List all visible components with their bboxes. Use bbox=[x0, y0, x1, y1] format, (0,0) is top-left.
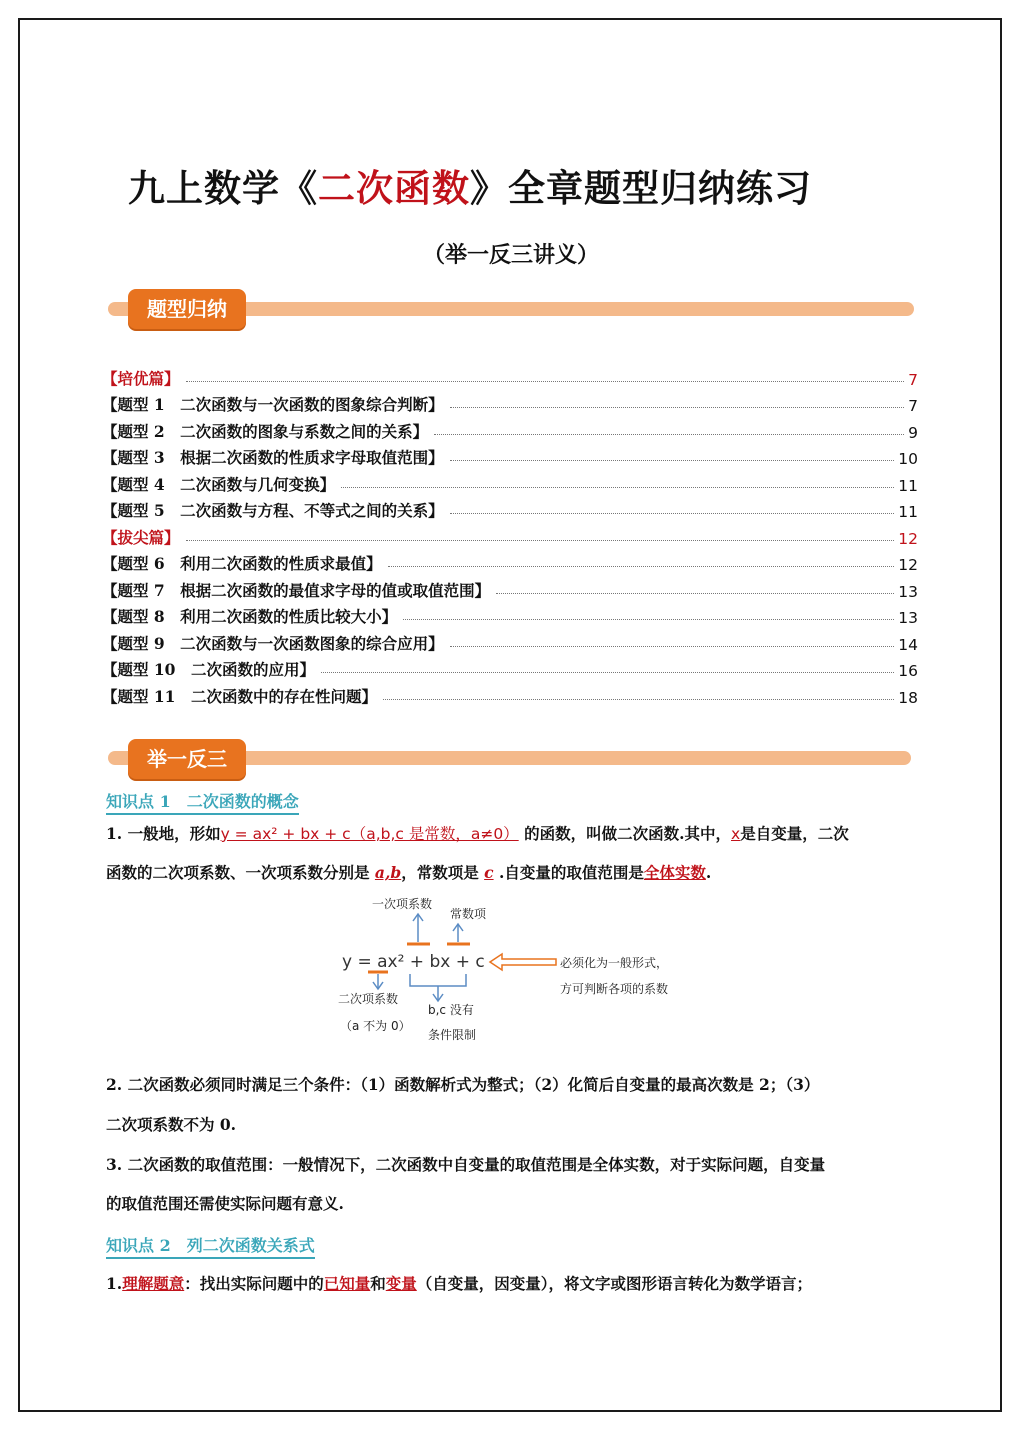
diagram-label-a-nonzero: （a 不为 0） bbox=[340, 1019, 411, 1033]
title-prefix: 九上数学《 bbox=[128, 167, 318, 210]
toc-label: 【题型 4 二次函数与几何变换】 bbox=[102, 474, 336, 494]
toc-row[interactable] bbox=[102, 362, 918, 389]
toc-leader-dots bbox=[341, 487, 894, 488]
toc-row[interactable] bbox=[102, 389, 918, 416]
section-tag-types: 题型归纳 bbox=[128, 289, 246, 329]
paragraph-1-line-1 bbox=[106, 822, 918, 844]
toc-page-number: 18 bbox=[898, 688, 918, 707]
section-tag-practice: 举一反三 bbox=[128, 739, 246, 779]
toc-row[interactable] bbox=[102, 548, 918, 575]
toc-leader-dots bbox=[450, 513, 895, 514]
toc-page-number: 14 bbox=[898, 635, 918, 654]
definition-formula: y = ax² + bx + c（a,b,c 是常数，a≠0） bbox=[220, 825, 519, 843]
toc-row[interactable] bbox=[102, 442, 918, 469]
toc-label: 【题型 10 二次函数的应用】 bbox=[102, 660, 315, 679]
p4-text-e: 和 bbox=[370, 1274, 386, 1293]
coefficients-ab: a,b bbox=[374, 863, 402, 882]
toc-page-number: 12 bbox=[898, 556, 918, 574]
paragraph-4 bbox=[106, 1272, 918, 1294]
title-highlight: 二次函数 bbox=[318, 167, 470, 210]
toc-leader-dots bbox=[186, 381, 905, 382]
toc-page-number: 11 bbox=[898, 476, 918, 495]
toc-label: 【题型 9 二次函数与一次函数图象的综合应用】 bbox=[102, 633, 444, 653]
formula-diagram bbox=[330, 890, 710, 1050]
toc-leader-dots bbox=[383, 699, 894, 700]
paragraph-2-line-1: 2. 二次函数必须同时满足三个条件：（1）函数解析式为整式；（2）化简后自变量的最高次数是 2；（3） bbox=[106, 1075, 820, 1094]
toc-row[interactable] bbox=[102, 468, 918, 495]
independent-variable: x bbox=[731, 825, 741, 843]
knowledge-point-1-heading: 知识点 1 二次函数的概念 bbox=[106, 789, 299, 815]
toc-page-number: 9 bbox=[908, 423, 918, 442]
toc-row[interactable] bbox=[102, 601, 918, 628]
toc-page-number: 12 bbox=[898, 529, 918, 548]
toc-leader-dots bbox=[450, 646, 895, 647]
toc-row[interactable] bbox=[102, 415, 918, 442]
toc-label: 【拔尖篇】 bbox=[102, 527, 180, 547]
diagram-formula: y = ax² + bx + c bbox=[342, 952, 485, 972]
toc-label: 【题型 7 根据二次函数的最值求字母的值或取值范围】 bbox=[102, 580, 491, 600]
diagram-label-quadratic-coef: 二次项系数 bbox=[338, 992, 399, 1006]
toc-leader-dots bbox=[403, 619, 894, 620]
p1-text-c: 是自变量，二次 bbox=[740, 824, 849, 843]
diagram-label-linear-coef: 一次项系数 bbox=[372, 897, 433, 911]
paragraph-1-line-2 bbox=[106, 861, 918, 883]
toc-leader-dots bbox=[450, 460, 895, 461]
diagram-label-no-restriction: 条件限制 bbox=[428, 1028, 477, 1042]
toc-row[interactable] bbox=[102, 574, 918, 601]
toc-leader-dots bbox=[321, 672, 894, 673]
toc-page-number: 7 bbox=[908, 397, 918, 415]
p4-text-g: （自变量，因变量），将文字或图形语言转化为数学语言； bbox=[416, 1274, 813, 1293]
toc-row[interactable] bbox=[102, 654, 918, 681]
toc-label: 【题型 1 二次函数与一次函数的图象综合判断】 bbox=[102, 395, 444, 414]
toc-page-number: 11 bbox=[898, 503, 918, 521]
diagram-label-constant: 常数项 bbox=[450, 907, 487, 921]
p1-text-g: . bbox=[705, 863, 712, 882]
p1-text-a: 1. 一般地，形如 bbox=[106, 824, 221, 843]
title-suffix: 》全章题型归纳练习 bbox=[470, 167, 812, 210]
toc-page-number: 7 bbox=[908, 370, 918, 389]
p1-text-f: .自变量的取值范围是 bbox=[498, 863, 644, 882]
toc-page-number: 16 bbox=[898, 662, 918, 680]
p4-text-c: ：找出实际问题中的 bbox=[184, 1274, 324, 1293]
p4-number: 1. bbox=[106, 1274, 123, 1293]
toc-label: 【题型 5 二次函数与方程、不等式之间的关系】 bbox=[102, 501, 444, 520]
toc-leader-dots bbox=[496, 593, 894, 594]
toc-leader-dots bbox=[186, 540, 895, 541]
diagram-note-2: 方可判断各项的系数 bbox=[560, 982, 669, 996]
paragraph-3-line-1: 3. 二次函数的取值范围：一般情况下，二次函数中自变量的取值范围是全体实数，对于实际问题，自变量 bbox=[106, 1155, 826, 1174]
toc-label: 【题型 11 二次函数中的存在性问题】 bbox=[102, 686, 377, 706]
toc-row[interactable] bbox=[102, 521, 918, 548]
toc-page-number: 10 bbox=[898, 450, 918, 468]
p1-text-b: 的函数，叫做二次函数.其中， bbox=[524, 824, 731, 843]
variables: 变量 bbox=[385, 1274, 417, 1293]
toc-page-number: 13 bbox=[898, 609, 918, 627]
toc-leader-dots bbox=[434, 434, 904, 435]
toc-leader-dots bbox=[388, 566, 895, 567]
toc-label: 【题型 3 根据二次函数的性质求字母取值范围】 bbox=[102, 448, 444, 467]
toc-label: 【培优篇】 bbox=[102, 368, 180, 388]
known-quantities: 已知量 bbox=[323, 1274, 371, 1293]
paragraph-2-line-2: 二次项系数不为 0. bbox=[106, 1115, 237, 1134]
diagram-note-1: 必须化为一般形式， bbox=[560, 956, 669, 970]
toc-row[interactable] bbox=[102, 680, 918, 707]
document-subtitle: （举一反三讲义） bbox=[422, 242, 599, 268]
toc-row[interactable] bbox=[102, 627, 918, 654]
toc-label: 【题型 8 利用二次函数的性质比较大小】 bbox=[102, 607, 398, 626]
diagram-label-bc-free: b,c 没有 bbox=[428, 1003, 474, 1017]
knowledge-point-2-heading: 知识点 2 列二次函数关系式 bbox=[106, 1233, 315, 1259]
toc-leader-dots bbox=[450, 407, 904, 408]
paragraph-3-line-2: 的取值范围还需使实际问题有意义. bbox=[106, 1194, 344, 1213]
toc-label: 【题型 2 二次函数的图象与系数之间的关系】 bbox=[102, 421, 429, 441]
domain-all-reals: 全体实数 bbox=[643, 863, 706, 882]
understand-problem: 理解题意 bbox=[122, 1274, 185, 1293]
toc-label: 【题型 6 利用二次函数的性质求最值】 bbox=[102, 554, 382, 573]
table-of-contents bbox=[102, 362, 918, 707]
constant-term: c bbox=[484, 863, 494, 882]
document-title bbox=[128, 158, 888, 212]
toc-page-number: 13 bbox=[898, 582, 918, 601]
p1-text-d: 函数的二次项系数、一次项系数分别是 bbox=[106, 863, 370, 882]
p1-text-e: ，常数项是 bbox=[401, 863, 479, 882]
toc-row[interactable] bbox=[102, 495, 918, 522]
